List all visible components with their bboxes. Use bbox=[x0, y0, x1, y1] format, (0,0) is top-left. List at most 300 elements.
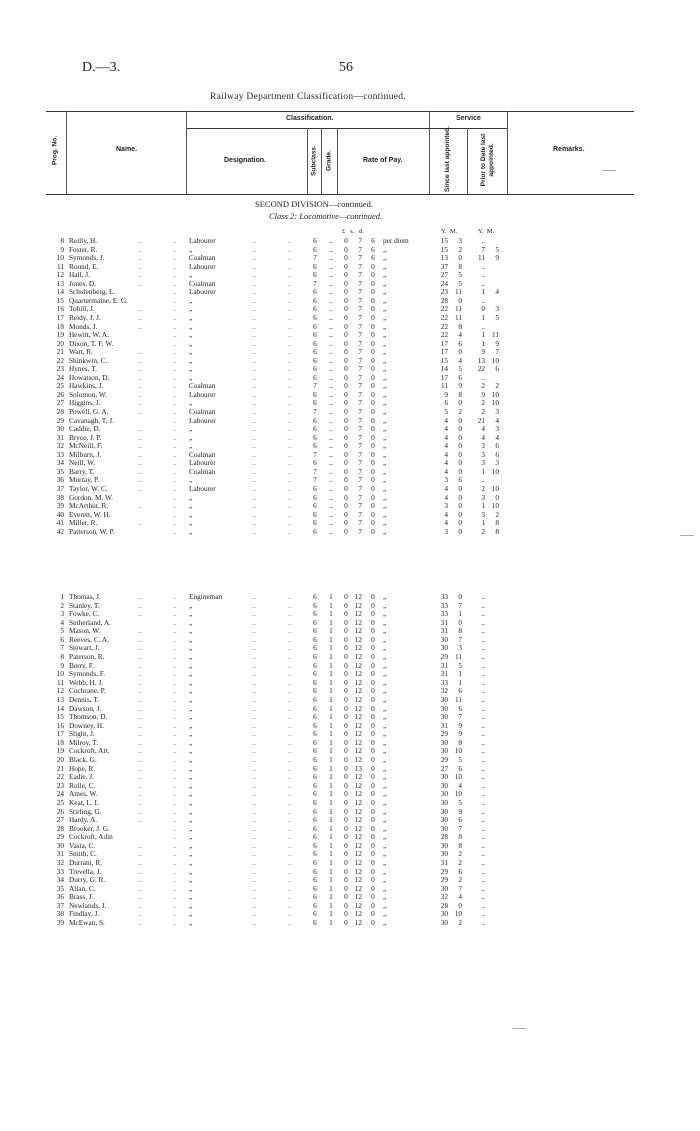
pay-shillings: 12 bbox=[354, 772, 362, 782]
pay-period: „ bbox=[383, 432, 387, 442]
employee-name: Sutherland, A. bbox=[69, 617, 111, 627]
leader-dots: .. bbox=[138, 278, 142, 288]
prog-no: 14 bbox=[56, 287, 64, 297]
leader-dots: .. bbox=[173, 857, 177, 867]
pay-shillings: 7 bbox=[358, 424, 362, 434]
employee-name: Stanley, T. bbox=[69, 600, 100, 610]
designation: „ bbox=[189, 347, 193, 357]
leader-dots: .. bbox=[252, 892, 256, 902]
since-years: 27 bbox=[440, 763, 448, 773]
subclass: 6 bbox=[313, 875, 317, 885]
pay-pounds: 0 bbox=[344, 832, 348, 842]
grade: .. bbox=[329, 441, 333, 451]
prog-no: 13 bbox=[56, 694, 64, 704]
leader-dots: .. bbox=[252, 261, 256, 271]
designation: „ bbox=[189, 526, 193, 536]
leader-dots: .. bbox=[173, 815, 177, 825]
leader-dots: .. bbox=[138, 441, 142, 451]
pay-pence: 0 bbox=[371, 592, 375, 601]
pay-pounds: 0 bbox=[344, 338, 348, 348]
subclass: 6 bbox=[313, 347, 317, 357]
designation: Labourer bbox=[189, 261, 216, 271]
pay-shillings: 12 bbox=[354, 797, 362, 807]
pay-period: „ bbox=[383, 875, 387, 885]
prior-months: 2 bbox=[495, 509, 499, 519]
employee-name: Black, G. bbox=[69, 755, 97, 765]
since-years: 3 bbox=[444, 526, 448, 536]
since-years: 32 bbox=[440, 892, 448, 902]
pay-pounds: 0 bbox=[344, 780, 348, 790]
since-years: 4 bbox=[444, 415, 448, 425]
subclass: 6 bbox=[313, 338, 317, 348]
grade: .. bbox=[329, 475, 333, 485]
leader-dots: .. bbox=[173, 287, 177, 297]
employee-name: Tobill, J. bbox=[69, 304, 95, 314]
prior-months: 10 bbox=[491, 398, 499, 408]
pay-shillings: 7 bbox=[358, 449, 362, 459]
pay-shillings: 12 bbox=[354, 600, 362, 610]
leader-dots: .. bbox=[173, 501, 177, 511]
leader-dots: .. bbox=[288, 372, 292, 382]
since-months: 8 bbox=[458, 389, 462, 399]
pay-period: „ bbox=[383, 253, 387, 263]
prior-years: 3 bbox=[481, 509, 485, 519]
leader-dots: .. bbox=[252, 609, 256, 619]
subclass: 6 bbox=[313, 806, 317, 816]
since-years: 29 bbox=[440, 755, 448, 765]
employee-name: Reilly, H. bbox=[69, 236, 98, 245]
pay-pounds: 0 bbox=[344, 652, 348, 662]
since-years: 15 bbox=[440, 244, 448, 254]
leader-dots: .. bbox=[138, 918, 142, 928]
subclass: 6 bbox=[313, 677, 317, 687]
pay-pounds: 0 bbox=[344, 806, 348, 816]
leader-dots: .. bbox=[288, 866, 292, 876]
pay-pence: 0 bbox=[371, 875, 375, 885]
leader-dots: .. bbox=[288, 526, 292, 536]
prog-no: 37 bbox=[56, 900, 64, 910]
leader-dots: .. bbox=[173, 415, 177, 425]
pay-pounds: 0 bbox=[344, 720, 348, 730]
pay-shillings: 12 bbox=[354, 832, 362, 842]
since-months: 5 bbox=[458, 364, 462, 374]
leader-dots: .. bbox=[173, 909, 177, 919]
pay-shillings: 12 bbox=[354, 746, 362, 756]
leader-dots: .. bbox=[288, 389, 292, 399]
prog-no: 26 bbox=[56, 389, 64, 399]
leader-dots: .. bbox=[173, 626, 177, 636]
leader-dots: .. bbox=[288, 261, 292, 271]
pay-period: „ bbox=[383, 600, 387, 610]
pay-pence: 0 bbox=[371, 600, 375, 610]
subclass: 6 bbox=[313, 312, 317, 322]
since-years: 5 bbox=[444, 407, 448, 416]
leader-dots: .. bbox=[173, 669, 177, 679]
leader-dots: .. bbox=[288, 253, 292, 263]
prior-years: 3 bbox=[481, 449, 485, 459]
prog-no: 38 bbox=[56, 909, 64, 919]
prog-no: 9 bbox=[60, 244, 64, 254]
subclass: 6 bbox=[313, 236, 317, 245]
designation: Coalman bbox=[189, 381, 216, 391]
leader-dots: .. bbox=[173, 883, 177, 893]
pay-shillings: 12 bbox=[354, 875, 362, 885]
pay-period: „ bbox=[383, 686, 387, 696]
prior-years: 11 bbox=[477, 253, 485, 263]
pay-pounds: 0 bbox=[344, 236, 348, 245]
leader-dots: .. bbox=[288, 900, 292, 910]
header-remarks: Remarks. bbox=[553, 146, 585, 153]
employee-name: Rolle, C. bbox=[69, 780, 96, 790]
leader-dots: .. bbox=[173, 518, 177, 528]
prior-years: 9 bbox=[481, 389, 485, 399]
pay-shillings: 12 bbox=[354, 634, 362, 644]
grade: 1 bbox=[329, 789, 333, 799]
pay-period: „ bbox=[383, 372, 387, 382]
leader-dots: .. bbox=[288, 449, 292, 459]
pay-pence: 0 bbox=[371, 918, 375, 928]
since-years: 30 bbox=[440, 909, 448, 919]
leader-dots: .. bbox=[173, 789, 177, 799]
leader-dots: .. bbox=[288, 797, 292, 807]
leader-dots: .. bbox=[288, 883, 292, 893]
leader-dots: .. bbox=[288, 600, 292, 610]
employee-name: Dawson, J. bbox=[69, 703, 102, 713]
leader-dots: .. bbox=[288, 694, 292, 704]
pay-pounds: 0 bbox=[344, 398, 348, 408]
pay-pounds: 0 bbox=[344, 660, 348, 670]
pay-pounds: 0 bbox=[344, 849, 348, 859]
leader-dots: .. bbox=[288, 849, 292, 859]
prior-months: 0 bbox=[495, 492, 499, 502]
pay-pounds: 0 bbox=[344, 364, 348, 374]
leader-dots: .. bbox=[252, 918, 256, 928]
prior-units: Y. M. bbox=[478, 228, 495, 235]
pay-pence: 0 bbox=[371, 338, 375, 348]
since-months: 0 bbox=[458, 398, 462, 408]
leader-dots: .. bbox=[173, 483, 177, 493]
leader-dots: .. bbox=[288, 652, 292, 662]
leader-dots: .. bbox=[173, 746, 177, 756]
designation: „ bbox=[189, 720, 193, 730]
prog-no: 31 bbox=[56, 849, 64, 859]
leader-dots: .. bbox=[138, 634, 142, 644]
grade: 1 bbox=[329, 729, 333, 739]
employee-name: Fowke, C. bbox=[69, 609, 100, 619]
pay-period: „ bbox=[383, 501, 387, 511]
since-years: 33 bbox=[440, 600, 448, 610]
subclass: 6 bbox=[313, 458, 317, 468]
prior-years: .. bbox=[481, 321, 485, 331]
prog-no: 18 bbox=[56, 321, 64, 331]
leader-dots: .. bbox=[252, 407, 256, 416]
leader-dots: .. bbox=[252, 849, 256, 859]
leader-dots: .. bbox=[138, 355, 142, 365]
grade: 1 bbox=[329, 840, 333, 850]
pay-pence: 0 bbox=[371, 712, 375, 722]
leader-dots: .. bbox=[288, 720, 292, 730]
pay-pence: 0 bbox=[371, 295, 375, 305]
grade: 1 bbox=[329, 677, 333, 687]
grade: .. bbox=[329, 501, 333, 511]
prog-no: 23 bbox=[56, 780, 64, 790]
prior-years: 1 bbox=[481, 330, 485, 340]
pay-pence: 0 bbox=[371, 643, 375, 653]
grade: 1 bbox=[329, 797, 333, 807]
pay-shillings: 12 bbox=[354, 686, 362, 696]
since-years: 4 bbox=[444, 483, 448, 493]
employee-name: Barry, T. bbox=[69, 466, 95, 476]
prior-months: 4 bbox=[495, 432, 499, 442]
leader-dots: .. bbox=[252, 449, 256, 459]
pay-units: £ s. d. bbox=[342, 228, 365, 235]
pay-pounds: 0 bbox=[344, 797, 348, 807]
subclass: 6 bbox=[313, 866, 317, 876]
col-rule-designation bbox=[307, 128, 308, 194]
prior-years: 3 bbox=[481, 458, 485, 468]
leader-dots: .. bbox=[138, 458, 142, 468]
pay-shillings: 12 bbox=[354, 729, 362, 739]
leader-dots: .. bbox=[252, 617, 256, 627]
header-since-last: Since last appointed. bbox=[444, 126, 451, 192]
leader-dots: .. bbox=[252, 806, 256, 816]
prior-years: 22 bbox=[477, 364, 485, 374]
pay-period: „ bbox=[383, 475, 387, 485]
prior-years: .. bbox=[481, 600, 485, 610]
pay-pounds: 0 bbox=[344, 253, 348, 263]
since-years: 4 bbox=[444, 441, 448, 451]
leader-dots: .. bbox=[138, 755, 142, 765]
prog-no: 25 bbox=[56, 381, 64, 391]
since-months: 9 bbox=[458, 729, 462, 739]
designation: „ bbox=[189, 883, 193, 893]
pay-shillings: 7 bbox=[358, 236, 362, 245]
designation: „ bbox=[189, 712, 193, 722]
leader-dots: .. bbox=[173, 295, 177, 305]
pay-period: „ bbox=[383, 669, 387, 679]
pay-pounds: 0 bbox=[344, 763, 348, 773]
since-years: 30 bbox=[440, 806, 448, 816]
prog-no: 39 bbox=[56, 501, 64, 511]
grade: 1 bbox=[329, 918, 333, 928]
since-months: 6 bbox=[458, 703, 462, 713]
leader-dots: .. bbox=[173, 398, 177, 408]
subclass: 6 bbox=[313, 492, 317, 502]
designation: „ bbox=[189, 849, 193, 859]
since-years: 6 bbox=[444, 398, 448, 408]
since-years: 4 bbox=[444, 466, 448, 476]
since-months: 2 bbox=[458, 875, 462, 885]
since-months: 6 bbox=[458, 763, 462, 773]
leader-dots: .. bbox=[252, 355, 256, 365]
grade: 1 bbox=[329, 823, 333, 833]
prog-no: 15 bbox=[56, 295, 64, 305]
prior-months: 3 bbox=[495, 458, 499, 468]
since-years: 31 bbox=[440, 669, 448, 679]
leader-dots: .. bbox=[288, 501, 292, 511]
since-months: 8 bbox=[458, 321, 462, 331]
since-months: 0 bbox=[458, 900, 462, 910]
subclass: 6 bbox=[313, 652, 317, 662]
subclass: 6 bbox=[313, 840, 317, 850]
grade: .. bbox=[329, 526, 333, 536]
leader-dots: .. bbox=[138, 797, 142, 807]
since-months: 0 bbox=[458, 458, 462, 468]
leader-dots: .. bbox=[173, 526, 177, 536]
subclass: 6 bbox=[313, 797, 317, 807]
pay-shillings: 12 bbox=[354, 789, 362, 799]
prior-months: 10 bbox=[491, 501, 499, 511]
employee-name: McNeill, F. bbox=[69, 441, 103, 451]
leader-dots: .. bbox=[138, 772, 142, 782]
subclass: 6 bbox=[313, 600, 317, 610]
leader-dots: .. bbox=[252, 458, 256, 468]
pay-period: „ bbox=[383, 330, 387, 340]
grade: .. bbox=[329, 407, 333, 416]
grade: .. bbox=[329, 466, 333, 476]
leader-dots: .. bbox=[252, 424, 256, 434]
grade: .. bbox=[329, 364, 333, 374]
pay-period: „ bbox=[383, 746, 387, 756]
since-months: 8 bbox=[458, 261, 462, 271]
leader-dots: .. bbox=[288, 509, 292, 519]
since-months: 3 bbox=[458, 236, 462, 245]
grade: .. bbox=[329, 424, 333, 434]
pay-shillings: 12 bbox=[354, 780, 362, 790]
grade: .. bbox=[329, 278, 333, 288]
leader-dots: .. bbox=[288, 823, 292, 833]
since-months: 3 bbox=[458, 643, 462, 653]
leader-dots: .. bbox=[252, 492, 256, 502]
employee-name: Downey, H. bbox=[69, 720, 104, 730]
designation: „ bbox=[189, 518, 193, 528]
leader-dots: .. bbox=[288, 755, 292, 765]
leader-dots: .. bbox=[252, 772, 256, 782]
designation: „ bbox=[189, 892, 193, 902]
designation: „ bbox=[189, 652, 193, 662]
pay-pence: 0 bbox=[371, 703, 375, 713]
leader-dots: .. bbox=[173, 424, 177, 434]
pay-shillings: 12 bbox=[354, 720, 362, 730]
since-years: 30 bbox=[440, 780, 448, 790]
prog-no: 33 bbox=[56, 866, 64, 876]
grade: 1 bbox=[329, 849, 333, 859]
leader-dots: .. bbox=[138, 763, 142, 773]
leader-dots: .. bbox=[138, 424, 142, 434]
leader-dots: .. bbox=[252, 526, 256, 536]
prior-years: .. bbox=[481, 875, 485, 885]
prior-years: 3 bbox=[481, 441, 485, 451]
pay-period: „ bbox=[383, 398, 387, 408]
pay-shillings: 12 bbox=[354, 849, 362, 859]
pay-pounds: 0 bbox=[344, 840, 348, 850]
prior-years: .. bbox=[481, 797, 485, 807]
prior-years: .. bbox=[481, 703, 485, 713]
prog-no: 27 bbox=[56, 398, 64, 408]
since-months: 2 bbox=[458, 244, 462, 254]
pay-pounds: 0 bbox=[344, 755, 348, 765]
pay-shillings: 12 bbox=[354, 892, 362, 902]
prior-years: .. bbox=[481, 475, 485, 485]
pay-pounds: 0 bbox=[344, 789, 348, 799]
prog-no: 20 bbox=[56, 338, 64, 348]
col-rule-prog bbox=[66, 111, 67, 194]
designation: „ bbox=[189, 737, 193, 747]
leader-dots: .. bbox=[138, 304, 142, 314]
pay-pounds: 0 bbox=[344, 278, 348, 288]
since-years: 15 bbox=[440, 236, 448, 245]
leader-dots: .. bbox=[173, 720, 177, 730]
grade: 1 bbox=[329, 883, 333, 893]
prog-no: 20 bbox=[56, 755, 64, 765]
leader-dots: .. bbox=[138, 501, 142, 511]
leader-dots: .. bbox=[138, 449, 142, 459]
since-months: 0 bbox=[458, 466, 462, 476]
designation: „ bbox=[189, 398, 193, 408]
subclass: 6 bbox=[313, 849, 317, 859]
leader-dots: .. bbox=[173, 875, 177, 885]
pay-pence: 0 bbox=[371, 518, 375, 528]
leader-dots: .. bbox=[138, 312, 142, 322]
leader-dots: .. bbox=[288, 592, 292, 601]
grade: 1 bbox=[329, 815, 333, 825]
pay-shillings: 7 bbox=[358, 312, 362, 322]
since-months: 0 bbox=[458, 518, 462, 528]
grade: 1 bbox=[329, 780, 333, 790]
designation: „ bbox=[189, 321, 193, 331]
employee-name: Brooker, J. G. bbox=[69, 823, 110, 833]
designation: Coalman bbox=[189, 278, 216, 288]
prior-years: 0 bbox=[481, 304, 485, 314]
leader-dots: .. bbox=[252, 364, 256, 374]
since-months: 6 bbox=[458, 338, 462, 348]
since-months: 7 bbox=[458, 712, 462, 722]
designation: „ bbox=[189, 772, 193, 782]
since-years: 4 bbox=[444, 449, 448, 459]
designation: Labourer bbox=[189, 389, 216, 399]
prior-years: 13 bbox=[477, 355, 485, 365]
subclass: 6 bbox=[313, 441, 317, 451]
pay-pounds: 0 bbox=[344, 609, 348, 619]
prog-no: 35 bbox=[56, 883, 64, 893]
since-months: 11 bbox=[454, 694, 462, 704]
designation: „ bbox=[189, 509, 193, 519]
prog-no: 32 bbox=[56, 857, 64, 867]
grade: .. bbox=[329, 518, 333, 528]
since-years: 17 bbox=[440, 372, 448, 382]
since-months: 11 bbox=[454, 304, 462, 314]
leader-dots: .. bbox=[173, 475, 177, 485]
leader-dots: .. bbox=[173, 441, 177, 451]
subclass: 6 bbox=[313, 617, 317, 627]
pay-shillings: 7 bbox=[358, 492, 362, 502]
since-months: 0 bbox=[458, 424, 462, 434]
grade: .. bbox=[329, 321, 333, 331]
leader-dots: .. bbox=[138, 883, 142, 893]
employee-name: Jones, D. bbox=[69, 278, 96, 288]
leader-dots: .. bbox=[288, 815, 292, 825]
grade: .. bbox=[329, 347, 333, 357]
leader-dots: .. bbox=[252, 652, 256, 662]
leader-dots: .. bbox=[252, 600, 256, 610]
designation: „ bbox=[189, 330, 193, 340]
employee-name: Thomson, D. bbox=[69, 712, 108, 722]
employee-name: Symonds, J. bbox=[69, 253, 105, 263]
pay-pounds: 0 bbox=[344, 287, 348, 297]
since-months: 5 bbox=[458, 660, 462, 670]
subclass: 6 bbox=[313, 626, 317, 636]
pay-pounds: 0 bbox=[344, 592, 348, 601]
